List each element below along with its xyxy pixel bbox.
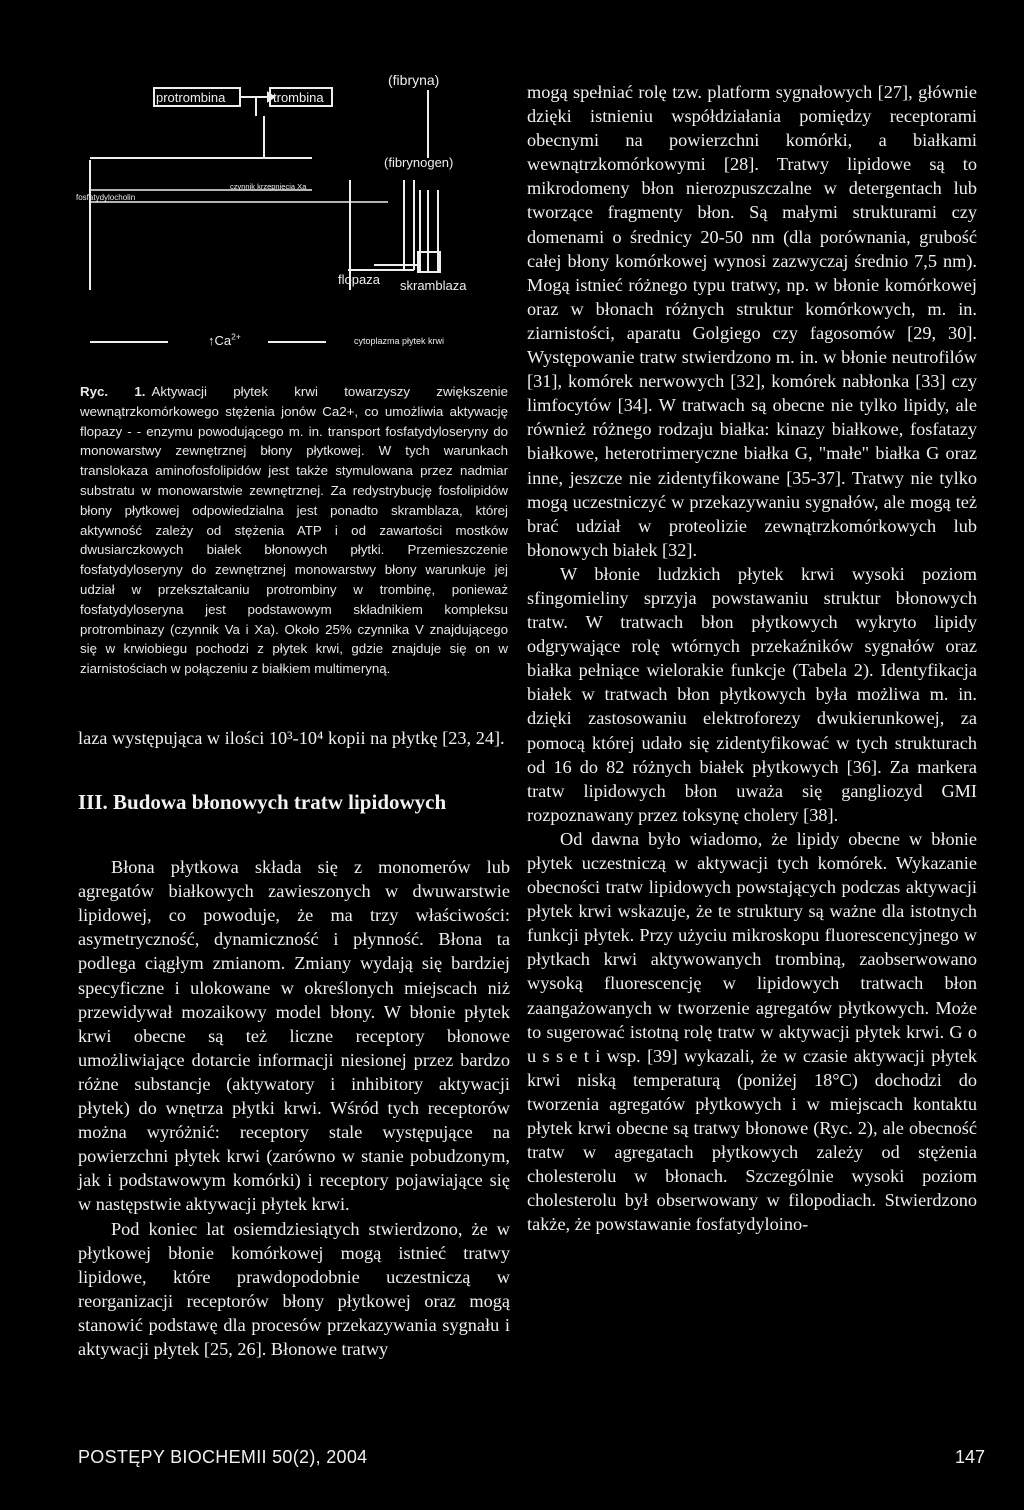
right-paragraph-3: Od dawna było wiadomo, że lipidy obecne w błonie płytek uczestniczą w aktywacji tych komórek. Wykazanie obecności tratw lipidowych powstających podczas aktywacji płytek krwi wskazuje, że te struktury są ważne dla istotnych funkcji płytek. Przy użyciu mikroskopu fluorescencyjnego w płytkach krwi aktywowanych trombiną, zaobserwowano wysoką fluorescencję w lipidowych tratwach błon zaangażowanych w tworzenie agregatów płytkowych. Może to sugerować istotną rolę tratw w aktywacji płytek krwi. G o u s s e t i wsp. [39] wykazali, że w czasie aktywacji płytek krwi niską temperaturą (poniżej 18°C) dochodzi do tworzenia agregatów płytkowych i w miejscach kontaktu płytek krwi obecne są tratwy błonowe (Ryc. 2), ale obecność tratw w agregatach płytkowych zależy od stężenia cholesterolu w błonach. Szczególnie wysoki poziom cholesterolu był obserwowany w filopodiach. Stwierdzono także, że powstawanie fosfatydyloino- — [527, 828, 977, 1235]
label-flopaza: flopaza — [338, 272, 380, 287]
label-fibrynogen: (fibrynogen) — [384, 155, 454, 170]
left-paragraph-1: Błona płytkowa składa się z monomerów lub agregatów białkowych zawieszonych w dwuwarstwie lipidowej, co powoduje, że ma trzy właściwości: asymetryczność, dynamiczność i płynność. Błona ta podlega ciągłym zmianom. Zmiany wydają się bardziej specyficzne i ulokowane w określonych miejscach niż przewidywał mozaikowy model błony. W błonie płytek krwi obecne są też liczne receptory błonowe umożliwiające dotarcie informacji niesionej przez bardzo różne substancje (aktywatory i inhibitory aktywacji płytek) do wnętrza płytki krwi. Wśród tych receptorów można wyróżnić: receptory stale występujące na powierzchni płytek krwi (zarówno w stanie pobudzonym, jak i podstawowym komórki) i receptory pojawiające się w następstwie aktywacji płytek krwi. — [78, 857, 510, 1215]
label-fibryna: (fibryna) — [388, 72, 440, 88]
left-paragraph-0: laza występująca w ilości 10³-10⁴ kopii na płytkę [23, 24]. — [78, 728, 505, 748]
label-cytoplazma: cytoplazma płytek krwi — [354, 336, 445, 346]
label-ca: $↑Ca^{2+}$ — [208, 331, 241, 348]
page-number: 147 — [955, 1447, 986, 1467]
right-paragraph-2: W błonie ludzkich płytek krwi wysoki poziom sfingomieliny sprzyja powstawaniu struktur błonowych tratw. W tratwach błon płytkowych wykryto lipidy odgrywające rolę wtórnych przekaźników sygnałów oraz białka pełniące wielorakie funkcje (Tabela 2). Identyfikacja białek w tratwach błon płytkowych była możliwa m. in. dzięki zastosowaniu elektroforezy dwukierunkowej, za pomocą której udało się zidentyfikować w tych strukturach od 16 do 82 różnych białek płytkowych [36]. Za markera tratw lipidowych błon uważa się gangliozyd GMI rozpoznawany przez toksynę cholery [38]. — [527, 563, 977, 825]
journal-footer: POSTĘPY BIOCHEMII 50(2), 2004 — [78, 1447, 368, 1467]
section-heading — [78, 790, 510, 814]
figure-ryc-1 — [76, 60, 508, 380]
left-paragraph-2: Pod koniec lat osiemdziesiątych stwierdzono, że w płytkowej błonie komórkowej mogą istnieć tratwy lipidowe, które prawdopodobnie uczestniczą w reorganizacji receptorów błony płytkowej oraz mogą stanowić podstawę dla procesów przekazywania sygnału i aktywacji płytek [25, 26]. Błonowe tratwy — [78, 1218, 510, 1359]
caption-label: Ryc. 1. — [80, 384, 146, 399]
figure-diagram — [88, 60, 508, 380]
caption-text: Aktywacji płytek krwi towarzyszy zwiększenie wewnątrzkomórkowego stężenia jonów Ca2+, co umożliwia aktywację flopazy - - enzymu powodującego m. in. transport fosfatydyloseryny do monowarstwy zewnętrznej błony płytkowej. W tych warunkach translokaza aminofosfolipidów jest także stymulowana przez nadmiar substratu w monowarstwie zewnętrznej. Za redystrybucję fosfolipidów błony płytkowej odpowiedzialna jest ponadto skramblaza, której aktywność zależy od stężenia ATP i od zawartości mostków dwusiarczkowych białek błonowych płytki. Przemieszczenie fosfatydyloseryny do zewnętrznej monowarstwy błony warunkuje jej udział w przekształcaniu protrombiny w trombinę, ponieważ fosfatydyloseryna jest podstawowym składnikiem kompleksu protrombinazy (czynnik Va i Xa). Około 25% czynnika V znajdującego się w krwiobiegu pochodzi z płytek krwi, gdzie znajduje się on w ziarnistościach w połączeniu z białkiem multimeryną. — [80, 384, 508, 677]
label-protrombina: protrombina — [156, 90, 226, 105]
section-number: III. — [78, 790, 108, 815]
label-fosfatydylocholina: fosfatydylocholin — [76, 193, 136, 202]
right-column — [527, 80, 977, 1237]
right-paragraph-1: mogą spełniać rolę tzw. platform sygnałowych [27], głównie dzięki istnieniu współdziałania pomiędzy receptorami obecnymi na powierzchni komórki, a białkami wewnątrzkomórkowymi [28]. Tratwy lipidowe są to mikrodomeny błon nierozpuszczalne w detergentach lub tworzące fragmenty błon. Są małymi strukturami czy domenami o średnicy 20-50 nm (dla porównania, grubość całej błony komórkowej wynosi zazwyczaj średnio 7,5 nm). Mogą istnieć różnego typu tratwy, np. w błonie komórkowej oraz w błonach różnych struktur komórkowych, m. in. ziarnistości, aparatu Golgiego czy fagosomów [29, 30]. Występowanie tratw stwierdzono m. in. w błonie neutrofilów [31], komórek nerwowych [32], komórek nabłonka [33] czy limfocytów [34]. W tratwach są obecne nie tylko lipidy, ale również różnego rodzaju białka: kinazy białkowe, fosfatazy białkowe, heterotrimeryczne białka G, "małe" białka G oraz inne, jeszcze nie zidentyfikowane [35-37]. Tratwy nie tylko mogą uczestniczyć w przekazywaniu sygnałów, ale mogą też brać udział w proteolizie zewnątrzkomórkowych lub błonowych białek [32]. — [527, 82, 977, 560]
label-trombina: trombina — [273, 90, 324, 105]
label-czynnik: czynnik krzepnięcia Xa — [230, 182, 307, 191]
figure-caption — [80, 382, 508, 679]
section-title: Budowa błonowych tratw lipidowych — [113, 790, 447, 815]
label-skramblaza: skramblaza — [400, 278, 467, 293]
left-column — [78, 726, 510, 1361]
